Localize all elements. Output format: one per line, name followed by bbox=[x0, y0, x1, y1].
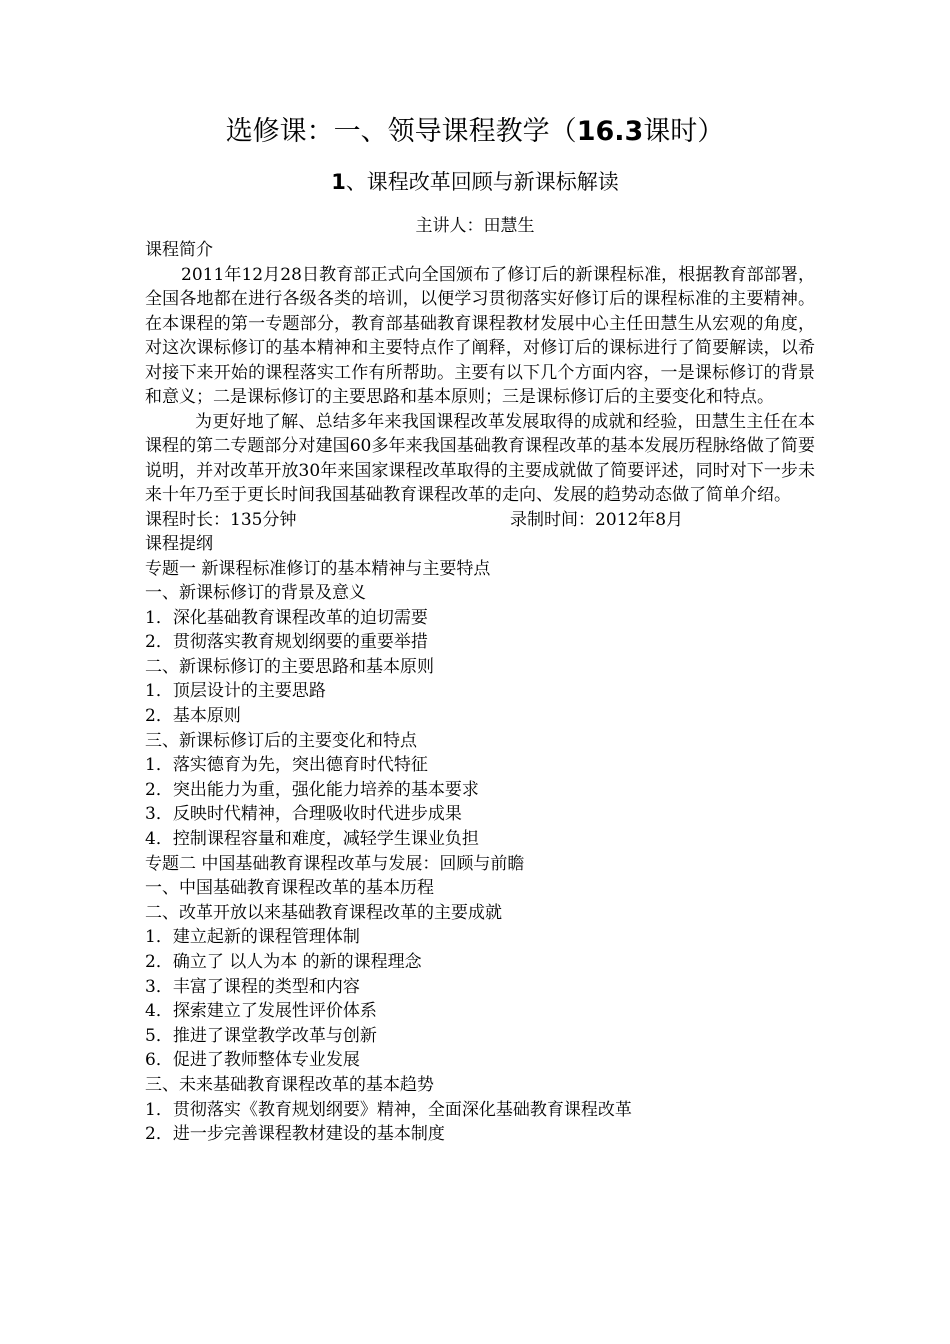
course-outline bbox=[145, 557, 815, 1147]
outline-item: 三、未来基础教育课程改革的基本趋势 bbox=[145, 1074, 434, 1095]
outline-item: 2．基本原则 bbox=[145, 706, 241, 727]
outline-item: 1．顶层设计的主要思路 bbox=[145, 681, 326, 702]
outline-item: 一、中国基础教育课程改革的基本历程 bbox=[145, 878, 434, 899]
subtitle-number: 1 bbox=[331, 170, 346, 194]
outline-item: 三、新课标修订后的主要变化和特点 bbox=[145, 730, 417, 751]
outline-item: 2．突出能力为重，强化能力培养的基本要求 bbox=[145, 779, 479, 800]
intro-heading: 课程简介 bbox=[145, 240, 213, 260]
outline-item: 2．贯彻落实教育规划纲要的重要举措 bbox=[145, 632, 428, 653]
outline-item: 4．控制课程容量和难度，减轻学生课业负担 bbox=[145, 829, 479, 850]
outline-item: 专题二 中国基础教育课程改革与发展：回顾与前瞻 bbox=[145, 853, 525, 874]
recording-date: 录制时间：2012年8月 bbox=[510, 509, 684, 530]
intro-paragraph-1: 2011年12月28日教育部正式向全国颁布了修订后的新课程标准，根据教育部部署，全国各地都在进行各级各类的培训，以便学习贯彻落实好修订后的课程标准的主要精神。在本课程的第一专题部分，教育部基础教育课程教材发展中心主任田慧生从宏观的角度，对这次课标修订的基本精神和主要特点作了阐释，对修订后的课标进行了简要解读，以希对接下来开始的课程落实工作有所帮助。主要有以下几个方面内容，一是课标修订的背景和意义；二是课标修订的主要思路和基本原则；三是课标修订后的主要变化和特点。 bbox=[145, 264, 815, 407]
course-duration: 课程时长：135分钟 bbox=[145, 509, 297, 530]
outline-item: 专题一 新课程标准修订的基本精神与主要特点 bbox=[145, 558, 491, 579]
outline-item: 4．探索建立了发展性评价体系 bbox=[145, 1001, 377, 1022]
course-meta bbox=[145, 508, 815, 533]
outline-item: 二、改革开放以来基础教育课程改革的主要成就 bbox=[145, 902, 502, 923]
outline-item: 一、新课标修订的背景及意义 bbox=[145, 583, 366, 604]
outline-item: 1．落实德育为先，突出德育时代特征 bbox=[145, 755, 428, 776]
course-subtitle bbox=[0, 166, 950, 198]
outline-item: 6．促进了教师整体专业发展 bbox=[145, 1050, 360, 1071]
outline-item: 2．确立了 以人为本 的新的课程理念 bbox=[145, 952, 422, 972]
outline-item: 1．深化基础教育课程改革的迫切需要 bbox=[145, 607, 428, 628]
title-hours: 16.3 bbox=[576, 116, 644, 147]
subtitle-text: 、课程改革回顾与新课标解读 bbox=[345, 170, 619, 194]
outline-item: 5．推进了课堂教学改革与创新 bbox=[145, 1025, 377, 1046]
outline-item: 3．丰富了课程的类型和内容 bbox=[145, 976, 360, 997]
outline-heading: 课程提纲 bbox=[145, 534, 213, 554]
outline-item: 1．建立起新的课程管理体制 bbox=[145, 927, 360, 948]
page-title bbox=[0, 112, 950, 152]
intro-paragraph-2: 为更好地了解、总结多年来我国课程改革发展取得的成就和经验，田慧生主任在本课程的第二专题部分对建国60多年来我国基础教育课程改革的基本发展历程脉络做了简要说明，并对改革开放30年来国家课程改革取得的主要成就做了简要评述，同时对下一步未来十年乃至于更长时间我国基础教育课程改革的走向、发展的趋势动态做了简单介绍。 bbox=[145, 411, 815, 505]
outline-item: 1．贯彻落实《教育规划纲要》精神，全面深化基础教育课程改革 bbox=[145, 1099, 632, 1120]
outline-item: 二、新课标修订的主要思路和基本原则 bbox=[145, 656, 434, 677]
outline-item: 3．反映时代精神，合理吸收时代进步成果 bbox=[145, 804, 462, 825]
lecturer-line: 主讲人：田慧生 bbox=[415, 216, 535, 236]
outline-item: 2．进一步完善课程教材建设的基本制度 bbox=[145, 1124, 445, 1145]
title-prefix: 选修课：一、领导课程教学（ bbox=[225, 116, 577, 147]
document-body bbox=[145, 238, 815, 1147]
title-suffix: 课时） bbox=[643, 116, 725, 147]
